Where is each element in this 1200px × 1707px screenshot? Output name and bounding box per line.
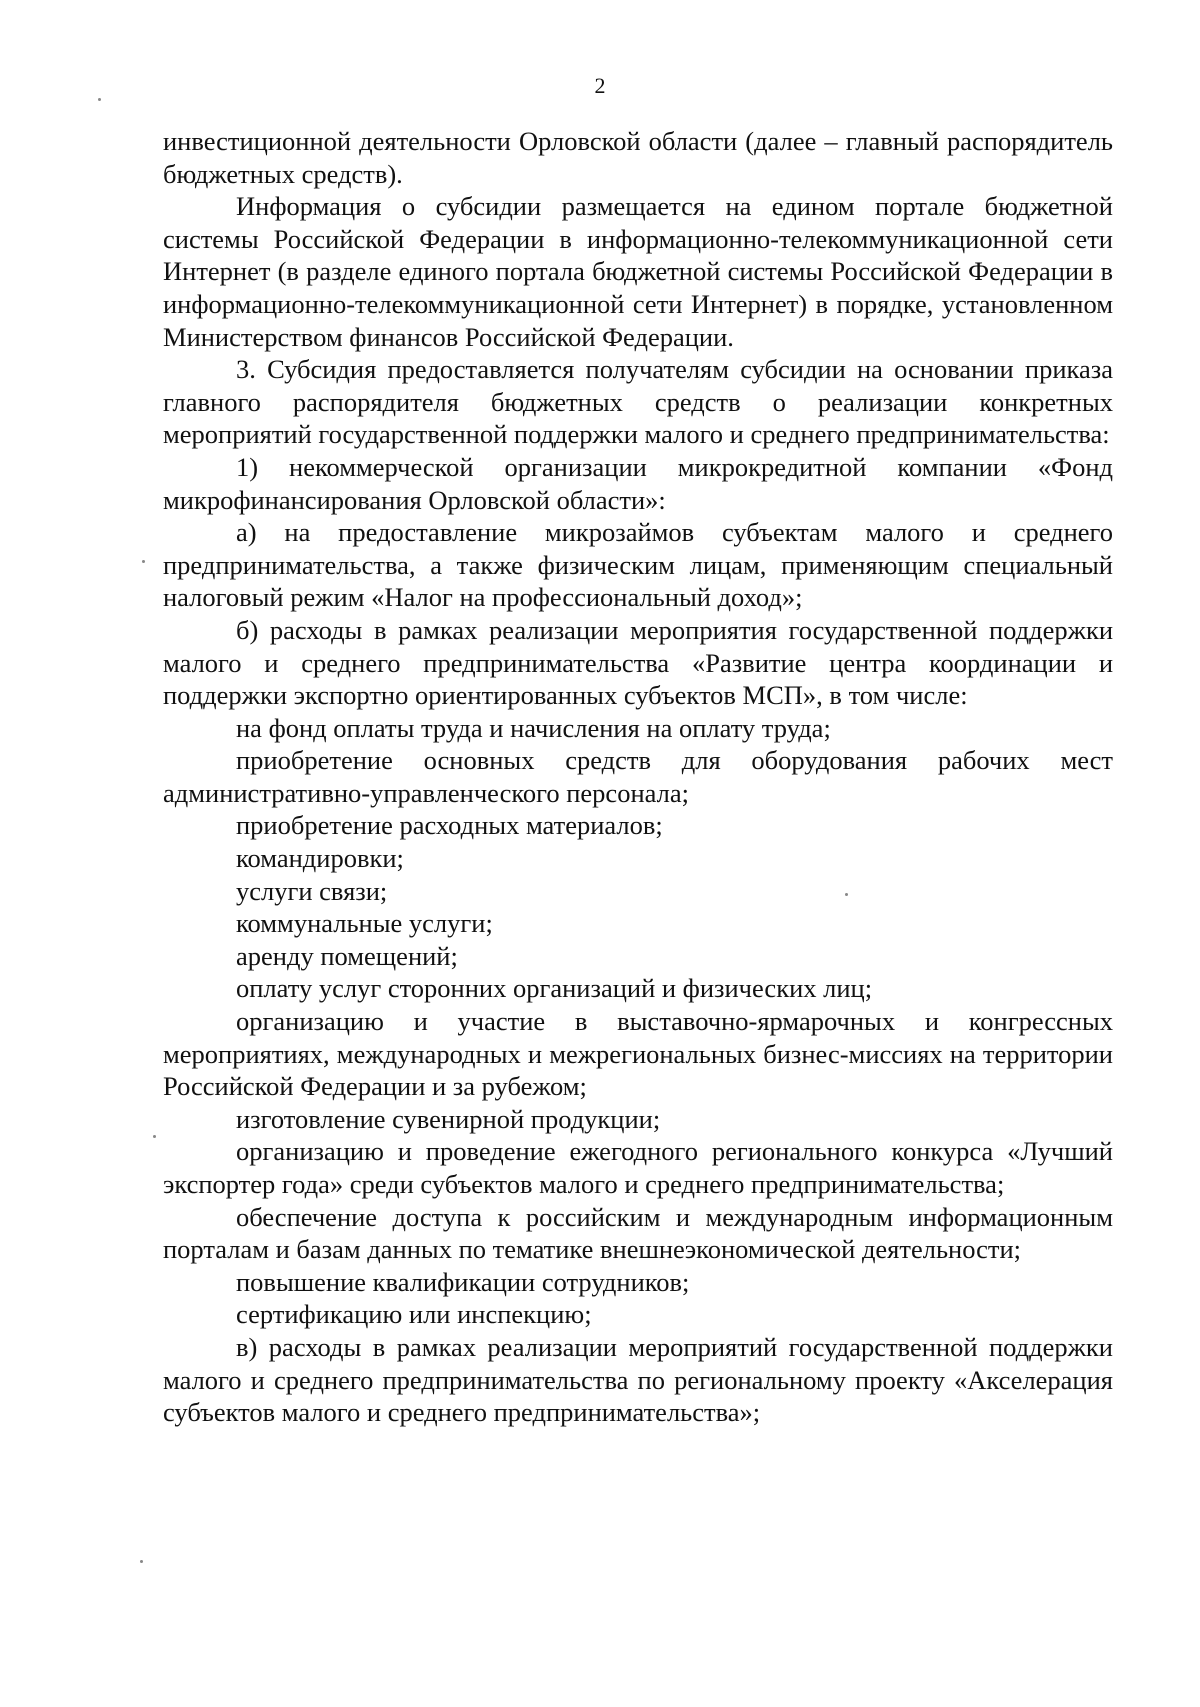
paragraph: 1) некоммерческой организации микрокредитной компании «Фонд микрофинансирования Орловской области»: — [163, 451, 1113, 515]
paragraph: Информация о субсидии размещается на едином портале бюджетной системы Российской Федерации в информационно-телекоммуникационной сети Интернет (в разделе единого портала бюджетной системы Российской Федерации в информационно-телекоммуникационной сети Интернет) в порядке, установленном Министерством финансов Российской Федерации. — [163, 191, 1113, 352]
list-item: организацию и проведение ежегодного регионального конкурса «Лучший экспортер года» среди субъектов малого и среднего предпринимательства; — [163, 1136, 1113, 1199]
list-item: услуги связи; — [236, 875, 388, 906]
list-item: оплату услуг сторонних организаций и физических лиц; — [236, 973, 873, 1004]
list-item: изготовление сувенирной продукции; — [236, 1103, 661, 1134]
list-item: командировки; — [236, 843, 404, 874]
list-item: приобретение расходных материалов; — [236, 810, 663, 841]
list-item: коммунальные услуги; — [236, 908, 493, 939]
list-item: приобретение основных средств для оборудования рабочих мест административно-управленческого персонала; — [163, 745, 1113, 808]
scan-speck — [845, 893, 848, 896]
scan-speck — [140, 1560, 143, 1563]
paragraph: в) расходы в рамках реализации мероприятий государственной поддержки малого и среднего предпринимательства по региональному проекту «Акселерация субъектов малого и среднего предпринимательства»; — [163, 1331, 1113, 1428]
list-item: на фонд оплаты труда и начисления на оплату труда; — [236, 712, 831, 743]
scan-speck — [142, 560, 145, 563]
list-item: обеспечение доступа к российским и международным информационным порталам и базам данных по тематике внешнеэкономической деятельности; — [163, 1201, 1113, 1265]
page-number: 2 — [594, 73, 606, 98]
document-body — [163, 125, 1113, 1429]
paragraph: инвестиционной деятельности Орловской области (далее – главный распорядитель бюджетных средств). — [163, 126, 1113, 189]
scan-speck — [98, 98, 101, 101]
paragraph: а) на предоставление микрозаймов субъектам малого и среднего предпринимательства, а также физическим лицам, применяющим специальный налоговый режим «Налог на профессиональный доход»; — [163, 517, 1113, 613]
list-item: сертификацию или инспекцию; — [236, 1299, 592, 1330]
paragraph: 3. Субсидия предоставляется получателям субсидии на основании приказа главного распорядителя бюджетных средств о реализации конкретных мероприятий государственной поддержки малого и среднего предпринимательства: — [163, 354, 1113, 450]
paragraph: б) расходы в рамках реализации мероприятия государственной поддержки малого и среднего предпринимательства «Развитие центра координации и поддержки экспортно ориентированных субъектов МСП», в том числе: — [163, 614, 1113, 711]
list-item: организацию и участие в выставочно-ярмарочных и конгрессных мероприятиях, международных и межрегиональных бизнес-миссиях на территории Российской Федерации и за рубежом; — [163, 1006, 1113, 1102]
scan-speck — [153, 1135, 156, 1138]
list-item: аренду помещений; — [236, 940, 458, 971]
list-item: повышение квалификации сотрудников; — [236, 1266, 690, 1297]
